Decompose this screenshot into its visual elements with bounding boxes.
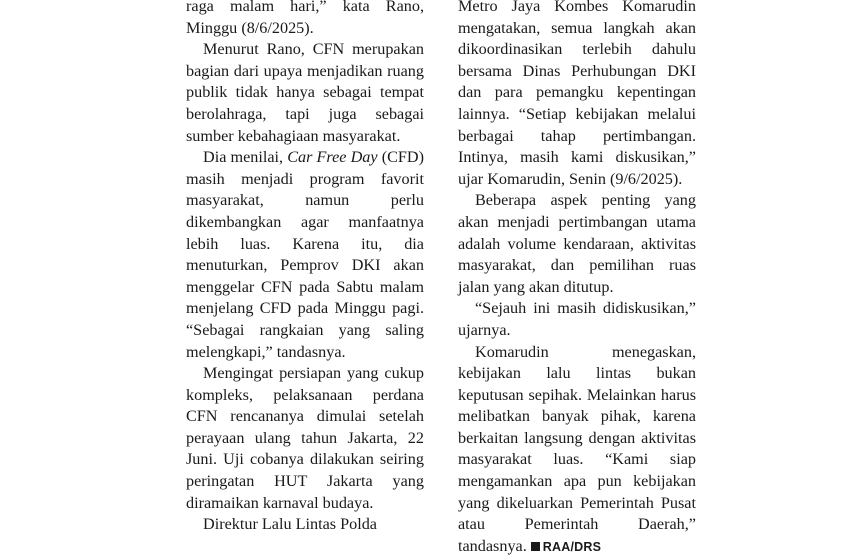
credit-separator-square-icon	[531, 542, 540, 551]
paragraph: Direktur Lalu Lintas Polda	[186, 514, 424, 536]
paragraph: Metro Jaya Kombes Komarudin mengatakan, semua langkah akan dikoordinasikan terlebih dahulu bersama Dinas Perhubungan DKI dan para pemangku kepentingan lainnya. “Setiap kebijakan melalui berbagai tahap pertimbangan. Intinya, masih kami diskusikan,” ujar Komarudin, Senin (9/6/2025).	[458, 0, 696, 190]
paragraph: Mengingat persiapan yang cukup kompleks, pelaksanaan perdana CFN rencananya dimulai setelah perayaan ulang tahun Jakarta, 22 Juni. Uji cobanya dilakukan seiring peringatan HUT Jakarta yang diramaikan karnaval budaya.	[186, 363, 424, 514]
article-column-right	[458, 0, 696, 558]
paragraph: “Sejauh ini masih didiskusikan,” ujarnya.	[458, 298, 696, 341]
paragraph-text: Komarudin menegaskan, kebijakan lalu lintas bukan keputusan sepihak. Melainkan harus melibatkan banyak pihak, karena berkaitan langsung dengan aktivitas masyarakat luas. “Kami siap mengamankan apa pun kebijakan yang dikeluarkan Pemerintah Pusat atau Pemerintah Daerah,” tandasnya.	[458, 343, 696, 555]
paragraph-text: (CFD) masih menjadi program favorit masyarakat, namun perlu dikembangkan agar manfaatnya lebih luas. Karena itu, dia menuturkan, Pemprov DKI akan menggelar CFN pada Sabtu malam menjelang CFD pada Minggu pagi. “Sebagai rangkaian yang saling melengkapi,” tandasnya.	[186, 148, 424, 360]
paragraph: raga malam hari,” kata Rano, Minggu (8/6/2025).	[186, 0, 424, 39]
paragraph-text: Dia menilai,	[203, 148, 287, 166]
article-column-left	[186, 0, 424, 536]
paragraph	[186, 147, 424, 363]
author-credit: RAA/DRS	[543, 540, 601, 554]
paragraph: Beberapa aspek penting yang akan menjadi pertimbangan utama adalah volume kendaraan, aktivitas masyarakat, dan pemilihan ruas jalan yang akan ditutup.	[458, 190, 696, 298]
paragraph	[458, 342, 696, 558]
paragraph: Menurut Rano, CFN merupakan bagian dari upaya menjadikan ruang publik tidak hanya sebagai tempat berolahraga, tapi juga sebagai sumber kebahagiaan masyarakat.	[186, 39, 424, 147]
italic-term: Car Free Day	[287, 148, 377, 166]
